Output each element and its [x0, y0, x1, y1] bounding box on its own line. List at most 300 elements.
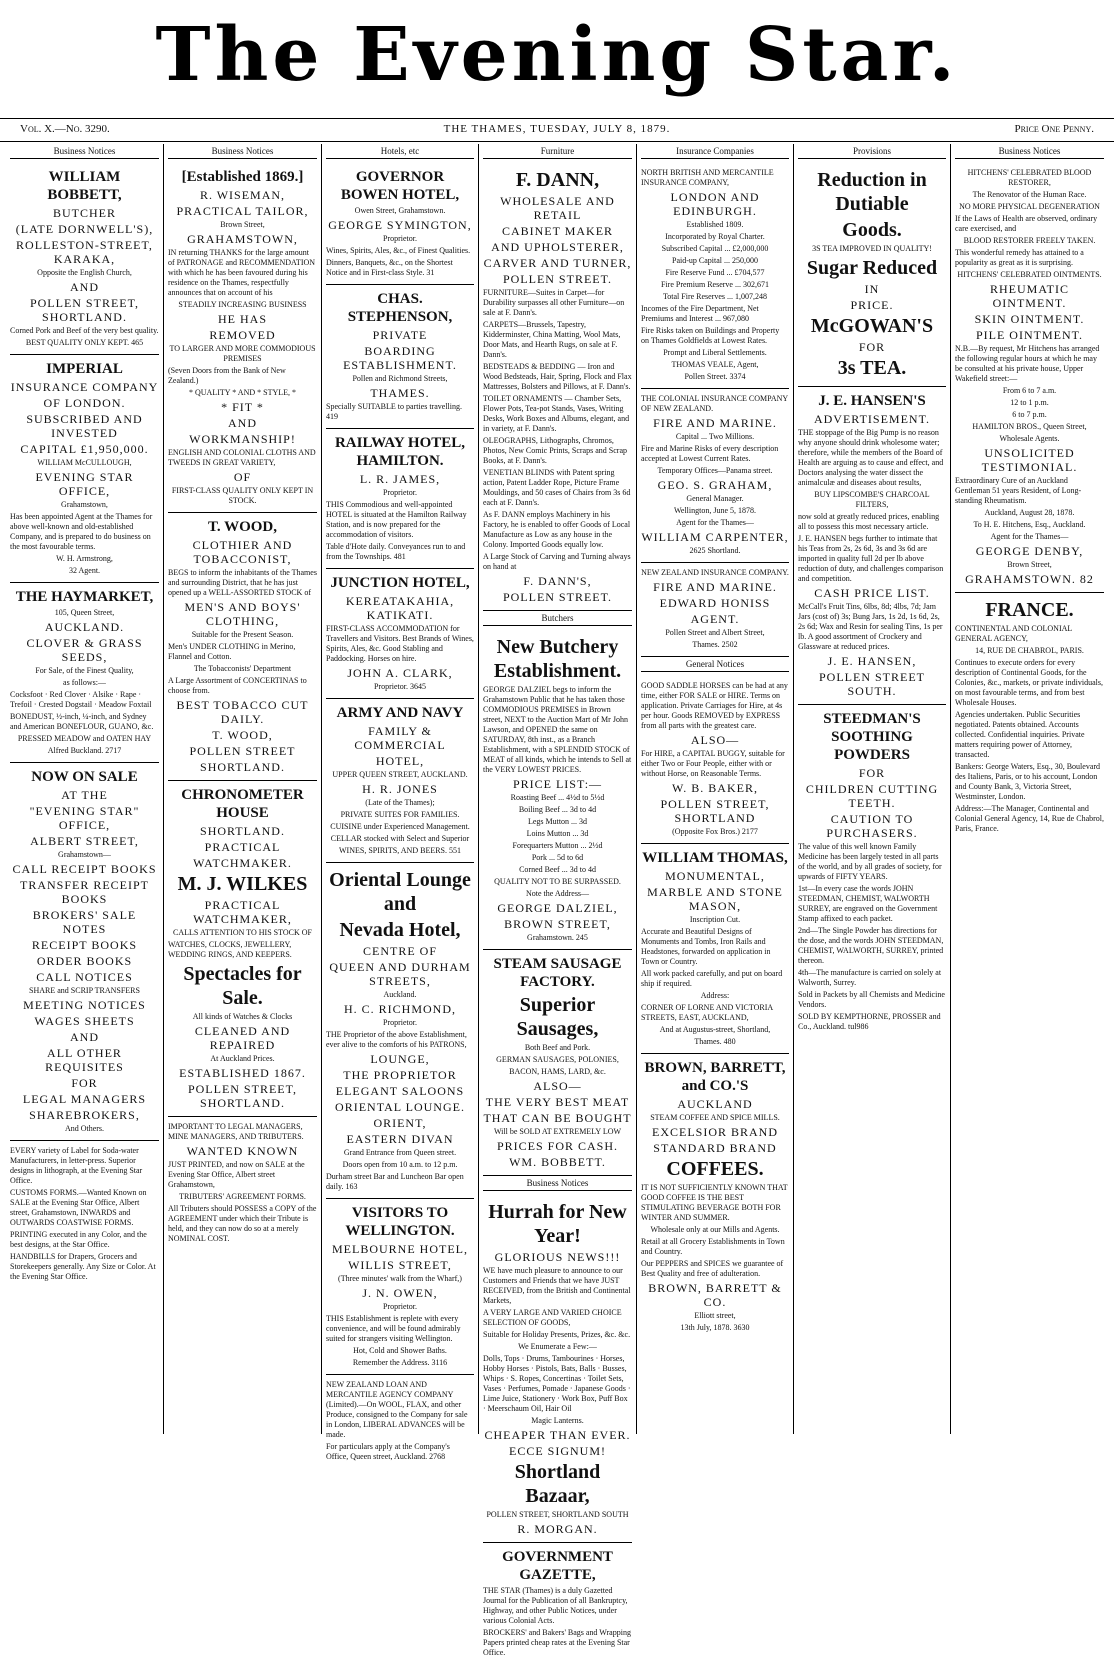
ad-line: A Large Assortment of CONCERTINAS to choose from. [168, 676, 307, 695]
ad-line: JOHN A. CLARK, [347, 666, 453, 680]
ad-line: All kinds of Watches & Clocks [192, 1012, 293, 1021]
ad-line: THE HAYMARKET, [15, 589, 154, 605]
ad-line: Reduction in Dutiable [817, 169, 927, 215]
ad-line: WINES, SPIRITS, AND BEERS. 551 [338, 846, 461, 855]
ad-line: UPPER QUEEN STREET, AUCKLAND. [332, 770, 468, 779]
ad-line: W. B. BAKER, [672, 781, 758, 795]
ad-line: POLLEN STREET, SHORTLAND [660, 797, 770, 825]
ad-line: Grand Entrance from Queen street. [343, 1148, 457, 1157]
ad-line: CLOTHIER AND TOBACCONIST, [192, 538, 293, 566]
ad-line: Has been appointed Agent at the Thames for above well-known and old-established Company, and is prepared to do business on the most favourable terms. [10, 512, 153, 551]
ad-line: GOVERNOR BOWEN HOTEL, [340, 169, 460, 203]
ad-line: SHORTLAND. [200, 824, 285, 838]
ad-line: FOR [858, 766, 886, 780]
ad-line: THE STAR (Thames) is a duly Gazetted Journal for the Publication of all Bankruptcy, Highway, and other Public Notices, under various Colonial Acts. [483, 1586, 628, 1625]
ad-line: Paid-up Capital ... 250,000 [672, 256, 758, 265]
column-heading: Furniture [483, 144, 632, 159]
ad-line: McCall's Fruit Tins, 6lbs, 8d; 4lbs, 7d; Jam Jars (cost of) 3s; Bung Jars, 1s 2d, 1s 6d, 2s, 2s 6d; Wax and Resin for sealing Tins, 1s per lb. A good assortment of Crockery and Glassware at reduced prices. [798, 602, 943, 651]
ad-line: Oriental Lounge and [329, 869, 471, 915]
advertisement [326, 569, 474, 699]
ad-line: Loins Mutton ... 3d [526, 829, 589, 838]
ad-line: BONEDUST, ½-inch, ¼-inch, and Sydney and American BONEFLOUR, GUANO, &c. [10, 712, 154, 731]
advertisement [168, 1117, 317, 1250]
ad-line: FIRE AND MARINE. [653, 580, 777, 594]
ad-line: ENGLISH AND COLONIAL CLOTHS AND TWEEDS IN GREAT VARIETY, [168, 448, 316, 467]
ad-line: IT IS NOT SUFFICIENTLY KNOWN THAT GOOD COFFEE IS THE BEST STIMULATING BEVERAGE BOTH FOR WINTER AND SUMMER. [641, 1183, 788, 1222]
ad-line: MELBOURNE HOTEL, [332, 1242, 468, 1256]
ad-line: POLLEN STREET, SHORTLAND. [187, 1082, 298, 1110]
ad-line: Address: [700, 991, 730, 1000]
ad-line: POLLEN STREET. [502, 590, 613, 604]
ad-line: HITCHENS' CELEBRATED BLOOD RESTORER, [967, 168, 1092, 187]
advertisement [641, 163, 789, 389]
ad-line: Proprietor. [383, 1018, 417, 1027]
ad-line: RAILWAY HOTEL, HAMILTON. [334, 435, 466, 469]
ad-line: CALL RECEIPT BOOKS [12, 862, 157, 876]
ad-line: GERMAN SAUSAGES, POLONIES, [496, 1055, 619, 1064]
column-1 [6, 144, 164, 1434]
ad-line: TRIBUTERS' AGREEMENT FORMS. [179, 1192, 306, 1201]
ad-line: QUEEN AND DURHAM STREETS, [329, 960, 471, 988]
ad-line: HOTEL, [375, 754, 425, 768]
ad-line: J. E. HANSEN, [827, 654, 917, 668]
ad-line: QUALITY NOT TO BE SURPASSED. [494, 877, 621, 886]
ad-line: "EVENING STAR" OFFICE, [29, 804, 140, 832]
ad-line: BEGS to inform the inhabitants of the Thames and surrounding District, that he has just opened up a WELL-ASSORTED STOCK of [168, 568, 317, 597]
ad-line: BROWN STREET, [504, 917, 611, 931]
section-heading: General Notices [641, 657, 789, 672]
ad-line: Grahamstown. 245 [527, 933, 588, 942]
ad-line: FIRST-CLASS QUALITY ONLY KEPT IN STOCK. [171, 486, 314, 505]
ad-line: Accurate and Beautiful Designs of Monuments and Tombs, Iron Rails and Headstones, forwarded on application in Town or Country. [641, 927, 771, 966]
ad-line: as follows:— [63, 678, 106, 687]
ad-line: BEDSTEADS & BEDDING — Iron and Wood Bedsteads, Hair, Spring, Flock and Flax Mattresses, Bolsters and Pillows, at F. Dann's. [483, 362, 632, 391]
ad-line: MONUMENTAL, [665, 869, 765, 883]
ad-line: 105, Queen Street, [54, 608, 115, 617]
ad-line: From 6 to 7 a.m. [1002, 386, 1057, 395]
ad-line: GRAHAMSTOWN. 82 [965, 572, 1094, 586]
advertisement [955, 163, 1104, 593]
ad-line: POLLEN STREET SOUTH. [819, 670, 925, 698]
ad-line: ALSO— [533, 1079, 582, 1093]
ad-line: ORIENT, [373, 1116, 427, 1130]
ad-line: Cocksfoot · Red Clover · Alsike · Rape · Trefoil · Crested Dogstail · Meadow Foxtail [10, 690, 152, 709]
ad-line: General Manager. [686, 494, 744, 503]
ad-line: CAUTION TO PURCHASERS. [826, 812, 918, 840]
ad-line: N.B.—By request, Mr Hitchens has arranged the following regular hours at which he may be consulted at his private house, Upper Wakefield street:— [955, 344, 1100, 383]
ad-line: We Enumerate a Few:— [518, 1342, 597, 1351]
ad-line: J. E. HANSEN'S [818, 393, 926, 409]
ad-line: WHOLESALE AND RETAIL [500, 194, 615, 222]
column-heading: Business Notices [10, 144, 159, 159]
ad-line: PILE OINTMENT. [975, 328, 1084, 342]
ad-line: FURNITURE—Suites in Carpet—for Durability surpasses all other Furniture—on sale at F. Dann's. [483, 288, 625, 317]
ad-line: WATCHMAKER. [193, 856, 292, 870]
column-heading: Provisions [798, 144, 946, 159]
advertisement [326, 1375, 474, 1468]
ad-line: TOILET ORNAMENTS — Chamber Sets, Flower Pots, Tea-pot Stands, Vases, Writing Desks, Work Boxes and Albums, elegant, and in variety, at F. Dann's. [483, 394, 630, 433]
ad-line: WATCHES, CLOCKS, JEWELLERY, WEDDING RINGS, AND KEEPERS. [168, 940, 292, 959]
ad-line: Proprietor. 3645 [374, 682, 426, 691]
ad-line: CHILDREN CUTTING TEETH. [805, 782, 939, 810]
ad-line: CUISINE under Experienced Management. [330, 822, 470, 831]
ad-line: * FIT * [221, 400, 264, 414]
ad-line: Alfred Buckland. 2717 [47, 746, 122, 755]
ad-line: Dolls, Tops · Drums, Tambourines · Horses, Hobby Horses · Pistols, Bats, Balls · Busses, Whips · S. Ropes, Concertinas · Toilet Sets, Vases · Perfumes, Pomade · Japanese Goods · Lime Juice, Stationery · Work Box, Puff Box · Meerschaum Oil, Hair Oil [483, 1354, 631, 1413]
ad-line: 3S TEA IMPROVED IN QUALITY! [812, 244, 932, 253]
ad-line: L. R. JAMES, [359, 472, 441, 486]
ad-line: CORNER OF LORNE AND VICTORIA STREETS, EAST, AUCKLAND, [641, 1003, 773, 1022]
ad-line: GEORGE DENBY, [975, 544, 1084, 558]
ad-line: BUTCHER [52, 206, 116, 220]
ad-line: Thames. 2502 [692, 640, 738, 649]
ad-line: COFFEES. [666, 1158, 764, 1180]
ad-line: CALLS ATTENTION TO HIS STOCK OF [173, 928, 312, 937]
ad-line: Grahamstown— [58, 850, 111, 859]
ad-line: 1st—In every case the words JOHN STEEDMAN, CHEMIST, WALWORTH SURREY, are engraved on the Government Stamp affixed to each packet. [798, 884, 938, 923]
ad-line: FAMILY & COMMERCIAL [354, 724, 446, 752]
ad-line: ALSO— [690, 733, 740, 747]
ad-line: RECEIPT BOOKS [31, 938, 138, 952]
ad-line: WORKMANSHIP! [189, 432, 296, 446]
ad-line: All work packed carefully, and put on board ship if required. [641, 969, 783, 988]
section-heading: Butchers [483, 611, 632, 626]
ad-line: Nevada Hotel, [339, 919, 461, 941]
advertisement [326, 1199, 474, 1375]
ad-line: Owen Street, Grahamstown. [354, 206, 446, 215]
ad-line: Dinners, Banquets, &c., on the Shortest Notice and in First-class Style. 31 [326, 258, 453, 277]
ad-line: IN [864, 282, 880, 296]
ad-line: Prompt and Liberal Settlements. [663, 348, 767, 357]
ad-line: H. R. JONES [362, 782, 438, 796]
advertisement [168, 163, 317, 513]
ad-line: WILLIAM McCULLOUGH, [37, 458, 132, 467]
ad-line: Proprietor. [383, 488, 417, 497]
ad-line: Extraordinary Cure of an Auckland Gentleman 51 years Resident, of Long-standing Rheumatism. [955, 476, 1082, 505]
advertisement [10, 583, 159, 763]
ad-line: CLEANED AND REPAIRED [194, 1024, 291, 1052]
ad-line: Superior Sausages, [516, 994, 599, 1040]
ad-line: WANTED KNOWN [186, 1144, 299, 1158]
column-7 [951, 144, 1108, 1434]
ad-line: Agent for the Thames— [990, 532, 1069, 541]
ad-line: THE COLONIAL INSURANCE COMPANY OF NEW ZEALAND. [641, 394, 788, 413]
advertisement [641, 844, 789, 1054]
advertisement [483, 163, 632, 611]
column-heading: Insurance Companies [641, 144, 789, 159]
ad-line: PRACTICAL [204, 840, 281, 854]
ad-line: Address:—The Manager, Continental and Colonial General Agency, 14, Rue de Chabrol, Paris, France. [955, 804, 1104, 833]
ad-line: CHAS. STEPHENSON, [347, 291, 453, 325]
ad-line: JUNCTION HOTEL, [330, 575, 470, 591]
ad-line: THE PROPRIETOR [343, 1068, 457, 1082]
ad-line: CASH PRICE LIST. [814, 586, 930, 600]
ad-line: POLLEN STREET. [502, 272, 613, 286]
ad-line: Men's UNDER CLOTHING in Merino, Flannel and Cotton. [168, 642, 296, 661]
column-heading: Business Notices [168, 144, 317, 159]
ad-line: Agencies undertaken. Public Securities negotiated. Patents obtained. Accounts collected. Confidential inquiries. Private matters requiring power of Attorney, transacted. [955, 710, 1085, 759]
ad-line: A VERY LARGE AND VARIED CHOICE SELECTION OF GOODS, [483, 1308, 622, 1327]
ad-line: POLLEN STREET, SHORTLAND. [29, 296, 140, 324]
ad-line: Subscribed Capital ... £2,000,000 [661, 244, 769, 253]
ad-line: Pollen and Richmond Streets, [352, 374, 448, 383]
column-4 [479, 144, 637, 1657]
ad-line: CARPETS—Brussels, Tapestry, Kidderminster, China Matting, Wool Mats, Door Mats, and Hearth Rugs, on sale at F. Dann's. [483, 320, 621, 359]
ad-line: Wines, Spirits, Ales, &c., of Finest Qualities. [326, 246, 471, 255]
ad-line: PRIVATE [372, 328, 428, 342]
ad-line: PRACTICAL WATCHMAKER, [193, 898, 292, 926]
ad-line: T. WOOD, [212, 728, 273, 742]
ad-line: SKIN OINTMENT. [974, 312, 1085, 326]
ad-line: BEST QUALITY ONLY KEPT. 465 [25, 338, 144, 347]
ad-line: GEORGE DALZIEL begs to inform the Grahamstown Public that he has taken those COMMODIOUS PREMISES in Brown street, NEXT to the Auction Mart of Mr John Lawson, and OPENED the same on SATURDAY, 8th inst., as a Branch Establishment, with a SPLENDID STOCK of MEAT of all kinds, which he intends to Sell at the VERY LOWEST PRICES. [483, 685, 632, 774]
ad-line: INSURANCE COMPANY [10, 380, 159, 394]
advertisement [326, 285, 474, 429]
ad-line: If the Laws of Health are observed, ordinary care exercised, and [955, 214, 1098, 233]
ad-line: HITCHENS' CELEBRATED OINTMENTS. [957, 270, 1102, 279]
ad-line: Doors open from 10 a.m. to 12 p.m. [342, 1160, 458, 1169]
ad-line: Note the Address— [525, 889, 590, 898]
ad-line: THE VERY BEST MEAT [485, 1095, 630, 1109]
advertisement [483, 630, 632, 950]
ad-line: Durham street Bar and Luncheon Bar open daily. 163 [326, 1172, 464, 1191]
column-heading: Hotels, etc [326, 144, 474, 159]
section-heading: Business Notices [483, 1176, 632, 1191]
advertisement [483, 1543, 632, 1664]
column-2 [164, 144, 322, 1434]
ad-line: EVENING STAR OFFICE, [35, 470, 134, 498]
ad-line: GEORGE SYMINGTON, [328, 218, 472, 232]
ad-line: Wellington, June 5, 1878. [673, 506, 756, 515]
ad-line: IN returning THANKS for the large amount of PATRONAGE and RECOMMENDATION with which he has been favoured during his residence on the Thames, respectfully announces that on account of his [168, 248, 316, 297]
ad-line: PRICE. [850, 298, 894, 312]
ad-line: Fire Reserve Fund ... £704,577 [665, 268, 765, 277]
ad-line: FOR [71, 1076, 98, 1090]
volume-number: Vol. X.—No. 3290. [20, 123, 110, 135]
ad-line: For HIRE, a CAPITAL BUGGY, suitable for either Two or Four People, either with or without Horse, on Reasonable Terms. [641, 749, 785, 778]
ad-line: BUY LIPSCOMBE'S CHARCOAL FILTERS, [814, 490, 930, 509]
dateline [0, 118, 1114, 142]
column-6 [794, 144, 951, 1434]
advertisement [955, 593, 1104, 840]
ad-line: POLLEN STREET, SHORTLAND SOUTH [486, 1510, 629, 1519]
ad-line: THE stoppage of the Big Pump is no reason why anyone should drink wholesome water; therefore, while the members of the Board of Health are arguing as to cause and effect, and Doctors analysing the water dissect the animalculæ and diseases about results, [798, 428, 944, 487]
ad-line: And Others. [64, 1124, 105, 1133]
ad-line: A Large Stock of Carving and Turning always on hand at [483, 552, 631, 571]
ad-line: Shortland Bazaar, [514, 1461, 601, 1507]
ad-line: Will be SOLD AT EXTREMELY LOW [493, 1127, 622, 1136]
ad-line: R. WISEMAN, [199, 188, 286, 202]
ad-line: Legs Mutton ... 3d [527, 817, 588, 826]
ad-line: PRACTICAL TAILOR, [176, 204, 309, 218]
ad-line: EVERY variety of Label for Soda-water Manufacturers, in letter-press. Superior designs in lithograph, at the Evening Star Office. [10, 1146, 143, 1185]
ad-line: CUSTOMS FORMS.—Wanted Known on SALE at the Evening Star Office, Albert street, Grahamstown, INWARDS and OUTWARDS COASTWISE FORMS. [10, 1188, 147, 1227]
ad-line: * QUALITY * AND * STYLE, * [188, 388, 297, 397]
ad-line: GLORIOUS NEWS!!! [494, 1250, 621, 1264]
ad-line: Goods. [842, 219, 902, 241]
ad-line: F. DANN, [515, 169, 600, 191]
ad-line: Auckland, August 28, 1878. [984, 508, 1075, 517]
ad-line: J. N. OWEN, [362, 1286, 438, 1300]
ad-line: Forequarters Mutton ... 2½d [512, 841, 603, 850]
ad-line: STEAM SAUSAGE FACTORY. [493, 956, 622, 990]
ad-line: BROWN, BARRETT, and CO.'S [644, 1060, 786, 1094]
ad-line: For particulars apply at the Company's Office, Queen street, Auckland. 2768 [326, 1442, 450, 1461]
ad-line: 2625 Shortland. [689, 546, 741, 555]
ad-line: JUST PRINTED, and now on SALE at the Evening Star Office, Albert street Grahamstown, [168, 1160, 305, 1189]
ad-line: IMPORTANT TO LEGAL MANAGERS, MINE MANAGERS, AND TRIBUTERS. [168, 1122, 304, 1141]
ad-line: CLOVER & GRASS SEEDS, [26, 636, 143, 664]
ad-line: ALBERT STREET, [30, 834, 139, 848]
ad-line: HANDBILLS for Drapers, Grocers and Storekeepers generally. Any Size or Color. At the Evening Star Office. [10, 1252, 156, 1281]
ad-line: ECCE SIGNUM! [508, 1444, 606, 1458]
ad-line: ROLLESTON-STREET, KARAKA, [16, 238, 153, 266]
ad-line: ESTABLISHED 1867. [179, 1066, 306, 1080]
advertisement [483, 950, 632, 1176]
ad-line: Suitable for the Present Season. [191, 630, 294, 639]
ad-line: CELLAR stocked with Select and Superior [330, 834, 470, 843]
ad-line: Opposite the English Church, [37, 268, 132, 277]
ad-line: Spectacles for Sale. [183, 963, 302, 1009]
ad-line: ADVERTISEMENT. [813, 412, 931, 426]
ad-line: Wholesale Agents. [999, 434, 1060, 443]
ad-line: Roasting Beef ... 4½d to 5½d [510, 793, 605, 802]
ad-line: [Established 1869.] [181, 169, 304, 185]
ad-line: THOMAS VEALE, Agent, [671, 360, 759, 369]
ad-line: Table d'Hote daily. Conveyances run to and from the Townships. 481 [326, 542, 466, 561]
ad-line: Suitable for Holiday Presents, Prizes, &c. &c. [483, 1330, 631, 1339]
ad-line: OF LONDON. [43, 396, 126, 410]
advertisement [10, 163, 159, 355]
advertisement [10, 1141, 159, 1288]
ad-line: To H. E. Hitchens, Esq., Auckland. [973, 520, 1086, 529]
ad-line: Remember the Address. 3116 [352, 1358, 448, 1367]
ad-line: LEGAL MANAGERS [22, 1092, 147, 1106]
ad-line: now sold at greatly reduced prices, enabling all to possess this most necessary article. [798, 512, 940, 531]
ad-line: AND [70, 280, 99, 294]
ad-line: LOUNGE, [370, 1052, 430, 1066]
ad-line: WILLIAM BOBBETT, [47, 169, 122, 203]
ad-line: Bankers: George Waters, Esq., 30, Boulevard des Italiens, Paris, or to his account, London and County Bank, 3, Victoria Street, Westminster, London. [955, 762, 1101, 801]
ad-line: VENETIAN BLINDS with Patent spring action, Patent Ladder Rope, Picture Frame Mouldings, and 50 cases of Chairs from 3s 6d each at F. Dann's. [483, 468, 631, 507]
ad-line: Our PEPPERS and SPICES we guarantee of Best Quality and free of adulteration. [641, 1259, 784, 1278]
ad-line: REMOVED [209, 328, 276, 342]
ad-line: RHEUMATIC OINTMENT. [989, 282, 1069, 310]
ad-line: BROCKERS' and Bakers' Bags and Wrapping Papers printed cheap rates at the Evening Star Office. [483, 1628, 631, 1657]
ad-line: Corned Beef ... 3d to 4d [519, 865, 596, 874]
ad-line: The Renovator of the Human Race. [972, 190, 1087, 199]
ad-line: The value of this well known Family Medicine has been largely tested in all parts of the world, and by all grades of society, for upwards of FIFTY YEARS. [798, 842, 942, 881]
ad-line: (Seven Doors from the Bank of New Zealand.) [168, 366, 286, 385]
ad-line: As F. DANN employs Machinery in his Factory, he is enabled to offer Goods of Local Manufacture as Low as any house in the Colony. Imported Goods equally low. [483, 510, 631, 549]
ad-line: PRICES FOR CASH. [496, 1139, 619, 1153]
column-heading: Business Notices [955, 144, 1104, 159]
ad-line: Incorporated by Royal Charter. [665, 232, 765, 241]
ad-line: Incomes of the Fire Department, Net Premiums and Interest ... 967,080 [641, 304, 759, 323]
advertisement [798, 163, 946, 387]
ad-line: M. J. WILKES [177, 873, 308, 895]
ad-line: CHEAPER THAN EVER. [484, 1428, 631, 1442]
ad-line: KEREATAKAHIA, KATIKATI. [345, 594, 455, 622]
ad-line: AND UPHOLSTERER, [491, 240, 624, 254]
ad-line: Grahamstown, [61, 500, 108, 509]
advertisement [641, 676, 789, 844]
ad-line: SUBSCRIBED AND INVESTED [26, 412, 143, 440]
ad-line: GEORGE DALZIEL, [497, 901, 618, 915]
ad-line: Capital ... Two Millions. [675, 432, 755, 441]
ad-line: MEN'S AND BOYS' CLOTHING, [184, 600, 301, 628]
ad-line: Pork ... 5d to 6d [531, 853, 584, 862]
ad-line: SHAREBROKERS, [29, 1108, 140, 1122]
ad-line: NOW ON SALE [31, 769, 138, 785]
advertisement [798, 387, 946, 705]
ad-line: POLLEN STREET [189, 744, 296, 758]
columns [6, 144, 1108, 1657]
ad-line: Established 1809. [686, 220, 744, 229]
advertisement [326, 863, 474, 1199]
ad-line: At Auckland Prices. [210, 1054, 275, 1063]
ad-line: AGENT. [690, 612, 740, 626]
advertisement [641, 1054, 789, 1339]
ad-line: 13th July, 1878. 3630 [680, 1323, 750, 1332]
ad-line: THE Proprietor of the above Establishment, ever alive to the comforts of his PATRONS, [326, 1030, 467, 1049]
ad-line: CARVER AND TURNER, [483, 256, 632, 270]
ad-line: Thames. 480 [694, 1037, 736, 1046]
advertisement [641, 563, 789, 657]
ad-line: BEST TOBACCO CUT DAILY. [176, 698, 309, 726]
ad-line: AT THE [61, 788, 108, 802]
ad-line: Agent for the Thames— [676, 518, 754, 527]
ad-line: Wholesale only at our Mills and Agents. [650, 1225, 780, 1234]
ad-line: 14, RUE DE CHABROL, PARIS. [975, 646, 1084, 655]
ad-line: STEEDMAN'S SOOTHING POWDERS [823, 711, 921, 763]
ad-line: (Three minutes' walk from the Wharf,) [338, 1274, 462, 1283]
ad-line: EASTERN DIVAN [346, 1132, 454, 1146]
ad-line: THIS Commodious and well-appointed HOTEL is situated at the Hamilton Railway Station, and is now prepared for the accommodation of visitors. [326, 500, 467, 539]
ad-line: PRESSED MEADOW and OATEN HAY [17, 734, 152, 743]
ad-line: New Butchery Establishment. [493, 636, 622, 682]
ad-line: HE HAS [217, 312, 267, 326]
ad-line: Fire Risks taken on Buildings and Property on Thames Goldfields at Lowest Rates. [641, 326, 780, 345]
ad-line: 3s TEA. [837, 357, 907, 379]
ad-line: OLEOGRAPHS, Lithographs, Chromos, Photos, New Comic Prints, Scraps and Scrap Books, at F. Dann's. [483, 436, 627, 465]
price: Price One Penny. [1014, 123, 1094, 135]
ad-line: EDWARD HONISS [659, 596, 771, 610]
ad-line: Sold in Packets by all Chemists and Medicine Vendors. [798, 990, 945, 1009]
ad-line: 6 to 7 p.m. [1012, 410, 1047, 419]
ad-line: MEETING NOTICES [23, 998, 146, 1012]
ad-line: GRAHAMSTOWN, [187, 232, 298, 246]
ad-line: CONTINENTAL AND COLONIAL GENERAL AGENCY, [955, 624, 1072, 643]
ad-line: Corned Pork and Beef of the very best quality. [10, 326, 159, 335]
ad-line: SOLD BY KEMPTHORNE, PROSSER and Co., Auckland. tul986 [798, 1012, 941, 1031]
ad-line: AUCKLAND [677, 1097, 753, 1111]
ad-line: Boiling Beef ... 3d to 4d [518, 805, 597, 814]
ad-line: (LATE DORNWELL'S), [15, 222, 154, 236]
ad-line: 12 to 1 p.m. [1010, 398, 1049, 407]
advertisement [10, 355, 159, 583]
ad-line: (Opposite Fox Bros.) 2177 [672, 827, 758, 836]
ad-line: McGOWAN'S [810, 315, 934, 337]
ad-line: F. DANN'S, [523, 574, 592, 588]
advertisement [326, 699, 474, 863]
ad-line: CABINET MAKER [501, 224, 614, 238]
ad-line: ARMY AND NAVY [336, 705, 464, 721]
ad-line: 2nd—The Single Powder has directions for the dose, and the words JOHN STEEDMAN, CHEMIST, WALWORTH, SURREY, printed thereon. [798, 926, 944, 965]
ad-line: Sugar Reduced [806, 257, 938, 279]
ad-line: Both Beef and Pork. [524, 1043, 591, 1052]
newspaper-title: The Evening Star. [155, 12, 959, 98]
